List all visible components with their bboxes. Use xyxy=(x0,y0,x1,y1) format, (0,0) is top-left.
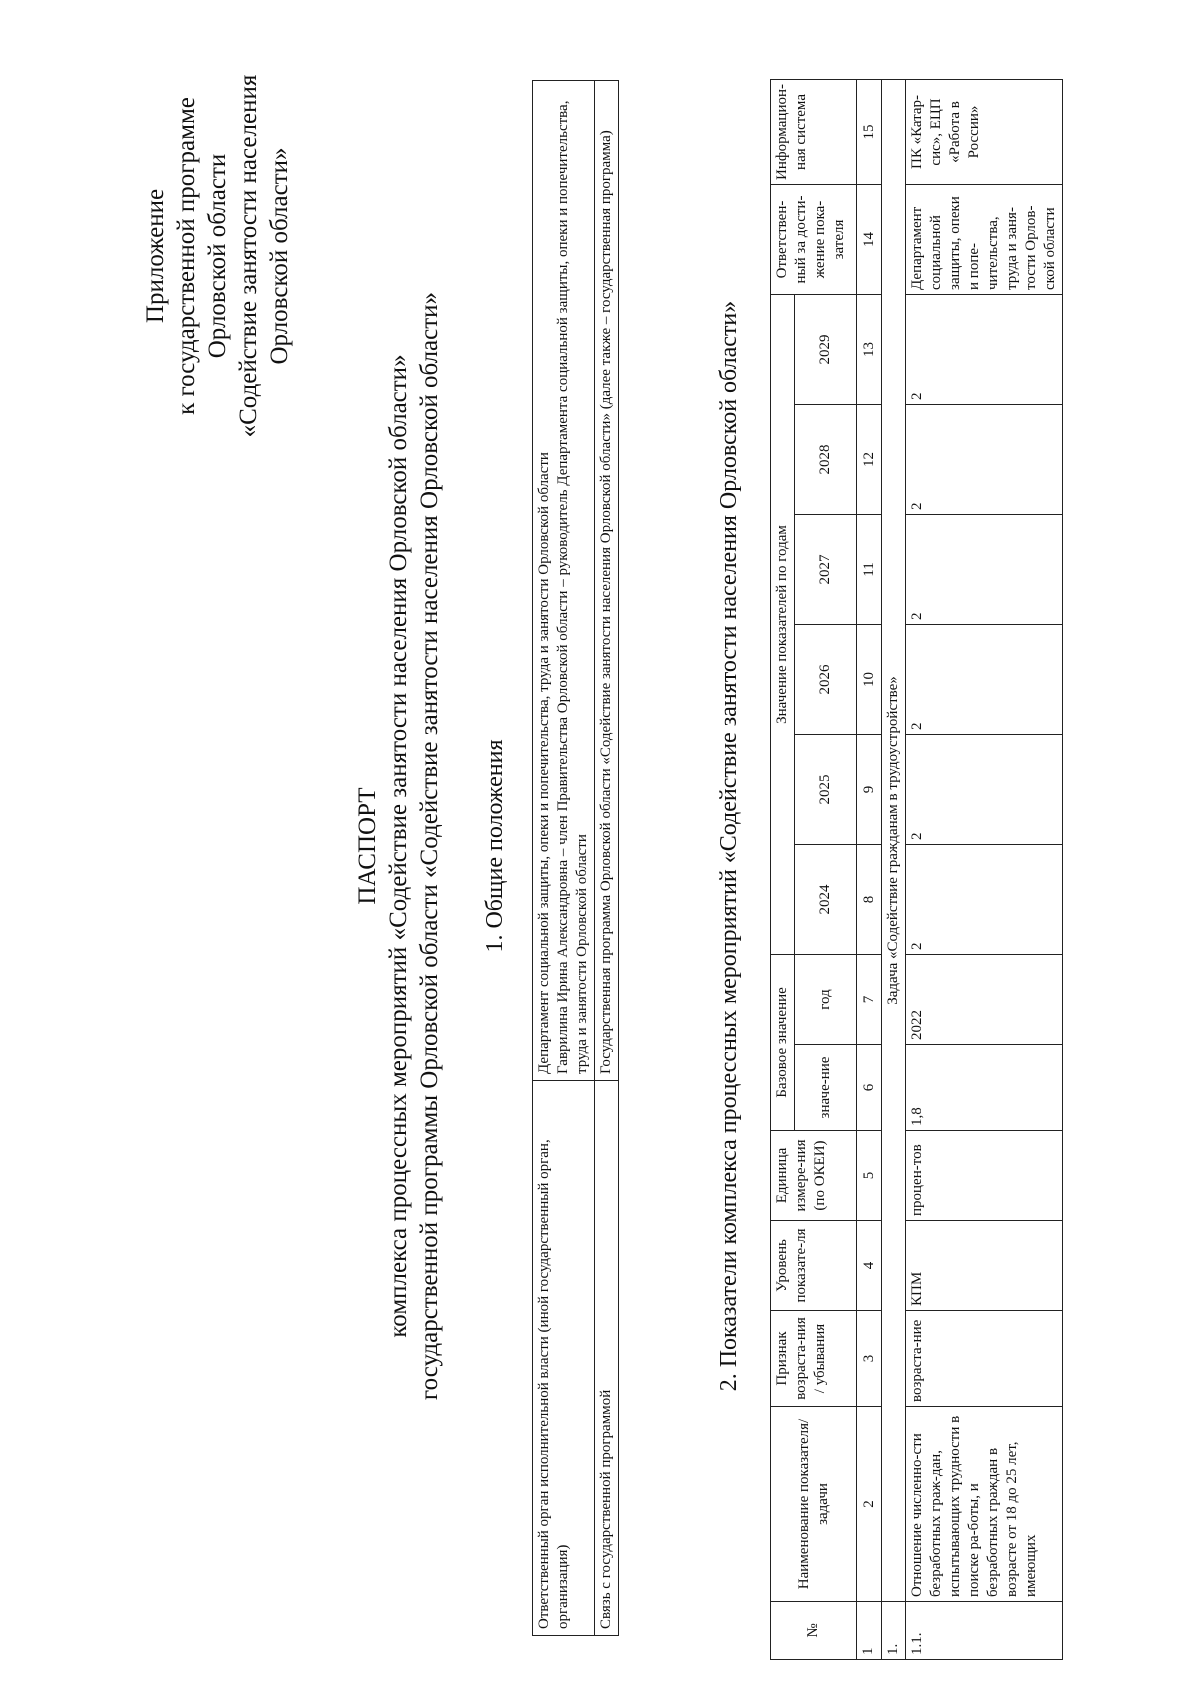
appendix-line-1: Приложение xyxy=(142,188,169,324)
indicator-value-2027: 2 xyxy=(906,514,1063,624)
task-text: Задача «Содействие гражданам в трудоустройстве» xyxy=(882,79,906,1601)
indicator-base-value: 1,8 xyxy=(906,1045,1063,1131)
column-number: 6 xyxy=(857,1045,882,1131)
column-number: 11 xyxy=(857,514,882,624)
header-year-2026: 2026 xyxy=(795,624,857,734)
header-year-2025: 2025 xyxy=(795,734,857,844)
indicator-base-year: 2022 xyxy=(906,954,1063,1044)
column-number: 4 xyxy=(857,1221,882,1311)
column-number: 1 xyxy=(857,1602,882,1660)
column-number: 3 xyxy=(857,1311,882,1407)
general-provisions-table xyxy=(532,80,619,1636)
column-number: 14 xyxy=(857,184,882,294)
appendix-block xyxy=(140,46,295,466)
responsible-org: Департамент социальной защиты, опеки и попечительства, труда и занятости Орловской области xyxy=(536,452,552,1074)
title-line-1: комплекса процессных мероприятий «Содействие занятости населения Орловской области» xyxy=(385,354,412,1338)
header-years-group: Значение показателей по годам xyxy=(771,294,795,954)
indicator-responsible: Департамент социальной защиты, опеки и попе-чительства, труда и заня-тости Орлов-ской области xyxy=(906,184,1063,294)
column-number: 10 xyxy=(857,624,882,734)
header-year-2029: 2029 xyxy=(795,294,857,404)
column-number: 7 xyxy=(857,954,882,1044)
column-number: 12 xyxy=(857,404,882,514)
appendix-line-3: Орловской области xyxy=(204,153,231,359)
table-row xyxy=(533,81,595,1636)
responsible-person: Гаврилина Ирина Александровна – член Правительства Орловской области – руководитель Департамента социальной защиты, опеки и попечительства, труда и занятости Орловской области xyxy=(555,100,590,1074)
header-unit: Единица измере-ния (по ОКЕИ) xyxy=(771,1131,857,1221)
indicator-info: ПК «Катар-сис», ЕЦП «Работа в России» xyxy=(906,79,1063,184)
header-info: Информацион-ная система xyxy=(771,79,857,184)
header-base-value: значе-ние xyxy=(795,1045,857,1131)
column-number: 8 xyxy=(857,844,882,954)
column-numbers-row xyxy=(857,79,882,1659)
indicator-value-2029: 2 xyxy=(906,294,1063,404)
indicators-table xyxy=(770,79,1063,1660)
header-name: Наименование показателя/задачи xyxy=(771,1407,857,1602)
task-num: 1. xyxy=(882,1602,906,1660)
indicator-value-2024: 2 xyxy=(906,844,1063,954)
header-base-year: год xyxy=(795,954,857,1044)
table-row xyxy=(906,79,1063,1659)
header-year-2024: 2024 xyxy=(795,844,857,954)
task-row xyxy=(882,79,906,1659)
indicator-value-2026: 2 xyxy=(906,624,1063,734)
indicator-unit: процен-тов xyxy=(906,1131,1063,1221)
document-title xyxy=(352,126,445,1566)
header-num: № xyxy=(771,1602,857,1660)
appendix-line-5: Орловской области» xyxy=(266,147,293,365)
section-2-heading: 2. Показатели комплекса процессных мероприятий «Содействие занятости населения Орловской области» xyxy=(716,300,742,1392)
column-number: 15 xyxy=(857,79,882,184)
general-value-cell: Государственная программа Орловской области «Содействие занятости населения Орловской области» (далее также – государственная программа) xyxy=(595,81,619,1081)
indicator-value-2028: 2 xyxy=(906,404,1063,514)
indicator-name: Отношение численно-сти безработных граж-дан, испытывающих трудности в поиске ра-боты, и безработных граждан в возрасте от 18 до 25 лет, имеющих xyxy=(906,1407,1063,1602)
indicator-sign: возраста-ние xyxy=(906,1311,1063,1407)
indicator-num: 1.1. xyxy=(906,1602,1063,1660)
header-responsible: Ответствен-ный за дости-жение пока-зателя xyxy=(771,184,857,294)
general-value-cell xyxy=(533,81,595,1081)
header-base: Базовое значение xyxy=(771,954,795,1130)
header-level: Уровень показате-ля xyxy=(771,1221,857,1311)
header-sign: Признак возраста-ния / убывания xyxy=(771,1311,857,1407)
header-year-2027: 2027 xyxy=(795,514,857,624)
column-number: 13 xyxy=(857,294,882,404)
column-number: 9 xyxy=(857,734,882,844)
appendix-line-4: «Содействие занятости населения xyxy=(235,74,262,438)
appendix-line-2: к государственной программе xyxy=(173,97,200,415)
general-label-cell: Ответственный орган исполнительной власти (иной государственный орган, организация) xyxy=(533,1081,595,1636)
indicator-level: КПМ xyxy=(906,1221,1063,1311)
title-heading: ПАСПОРТ xyxy=(354,787,381,905)
title-line-2: государственной программы Орловской области «Содействие занятости населения Орловской области» xyxy=(416,291,443,1401)
column-number: 2 xyxy=(857,1407,882,1602)
table-row xyxy=(595,81,619,1636)
column-number: 5 xyxy=(857,1131,882,1221)
section-1-heading: 1. Общие положения xyxy=(482,739,508,953)
header-year-2028: 2028 xyxy=(795,404,857,514)
indicator-value-2025: 2 xyxy=(906,734,1063,844)
table-header-row xyxy=(771,79,795,1659)
general-label-cell: Связь с государственной программой xyxy=(595,1081,619,1636)
